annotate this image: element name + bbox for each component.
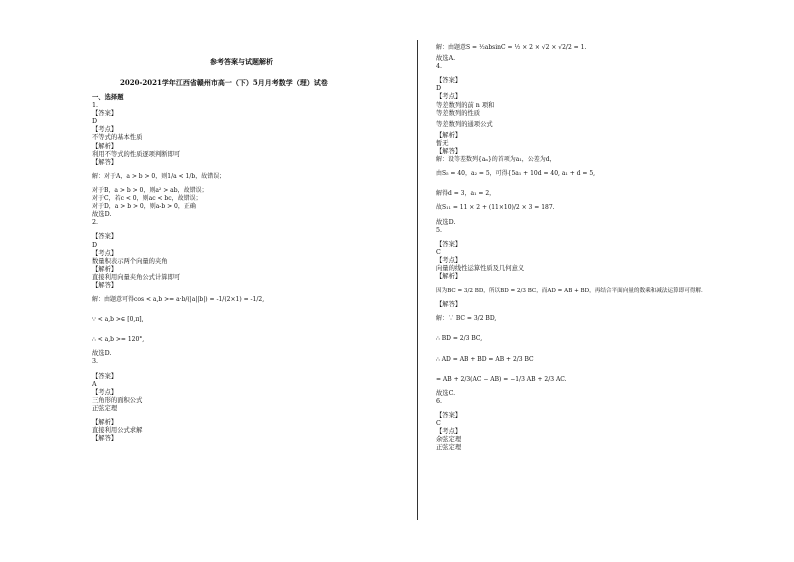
solution-line: ∴ < a,b >= 120°, [92,336,145,344]
analysis-label: 【解析】 [436,131,462,139]
question-number: 4. [436,63,443,71]
solution-line: 解：由题意可得cos < a,b >= a·b/(|a||b|) = -1/(2×1) = -1/2, [92,296,265,304]
column-divider [417,40,418,520]
answer-value: D [92,241,98,249]
answer-value: D [436,85,442,93]
answer-label: 【答案】 [436,240,462,248]
analysis-label: 【解析】 [92,142,118,150]
question-number: 1. [92,102,99,110]
point-label: 【考点】 [92,388,118,396]
solution-line: 解得d = 3，a₁ = 2， [436,190,496,198]
answer-value: A [92,380,97,388]
section-heading: 一、选择题 [92,94,124,101]
solution-line: ∴ AD = AB + BD = AB + 2/3 BC [436,355,534,363]
solution-line: ∵ < a,b >∈ [0,π], [92,316,144,324]
solution-line: 解：对于A，a > b > 0，则1/a < 1/b，故错误； [92,172,226,180]
conclusion: 故选D. [436,218,456,226]
answer-label: 【答案】 [436,77,462,85]
analysis-text: 因为BC = 3/2 BD，所以BD = 2/3 BC，而AD = AB + BD，再结合平面向量的数乘和减法运算即可得解. [436,288,703,295]
solution-line: 故S₁₁ = 11 × 2 + (11×10)/2 × 3 = 187. [436,204,555,212]
point-label: 【考点】 [436,93,462,101]
point-text: 正弦定理 [436,444,462,452]
solution-line: = AB + 2/3(AC − AB) = −1/3 AB + 2/3 AC. [436,375,567,383]
analysis-text: 直接利用公式求解 [92,427,143,435]
solution-line: 解：由题意S = ½absinC = ½ × 2 × √2 × √2/2 = 1. [436,44,587,51]
solution-line: 对于C，若c < 0，则ac < bc，故错误； [92,195,202,203]
point-text: 等差数列的前 n 项和 [436,101,495,109]
point-text: 向量的线性运算性质及几何意义 [436,264,525,272]
solve-label: 【解答】 [436,148,462,156]
solve-label: 【解答】 [92,281,118,289]
answer-label: 【答案】 [92,233,118,241]
analysis-text: 利用不等式的性质逐项判断即可 [92,150,181,158]
point-text: 三角形的面积公式 [92,396,143,404]
solution-line: 对于B，a > b > 0，则a² > ab，故错误； [92,186,208,194]
point-text: 不等式的基本性质 [92,134,143,142]
answer-value: D [92,118,98,126]
analysis-label: 【解析】 [92,419,118,426]
point-text: 等差数列的通项公式 [436,120,493,128]
answer-label: 【答案】 [92,372,118,380]
solution-line: 解：设等差数列{aₙ}的首项为a₁，公差为d， [436,156,556,164]
question-number: 6. [436,397,443,405]
point-label: 【考点】 [92,249,118,257]
solve-label: 【解答】 [92,158,118,166]
answer-title: 参考答案与试题解析 [210,57,273,66]
point-label: 【考点】 [436,428,462,436]
analysis-label: 【解析】 [92,265,118,273]
question-number: 2. [92,219,99,227]
point-text: 等差数列的性质 [436,109,481,117]
question-number: 5. [436,226,443,234]
conclusion: 故选A. [436,55,456,63]
solution-line: 对于D，a > b > 0，则a-b > 0，正确 [92,203,196,211]
point-label: 【考点】 [92,126,118,134]
point-text: 余弦定理 [436,436,462,444]
exam-title: 2020-2021学年江西省赣州市高一（下）5月月考数学（理）试卷 [120,78,328,87]
point-text: 数量积表示两个向量的夹角 [92,257,168,265]
answer-value: C [436,248,441,256]
point-text: 正弦定理 [92,404,118,412]
conclusion: 故选C. [436,389,456,397]
solution-line: 由S₅ = 40，a₂ = 5，可得{5a₁ + 10d = 40, a₁ + d = 5, [436,170,596,178]
solve-label: 【解答】 [92,435,118,443]
question-number: 3. [92,358,99,366]
conclusion: 故选D. [92,211,112,219]
solution-line: ∴ BD = 2/3 BC, [436,335,483,343]
solution-line: 解：∵ BC = 3/2 BD, [436,315,497,323]
answer-label: 【答案】 [92,110,118,118]
point-label: 【考点】 [436,256,462,264]
answer-value: C [436,420,441,427]
analysis-text: 暂无 [436,139,449,147]
analysis-label: 【解析】 [436,273,462,281]
right-column [436,44,736,452]
solve-label: 【解答】 [436,301,462,309]
conclusion: 故选D. [92,350,112,358]
analysis-text: 直接利用向量夹角公式计算即可 [92,273,181,281]
answer-label: 【答案】 [436,411,462,419]
left-column [92,94,392,443]
